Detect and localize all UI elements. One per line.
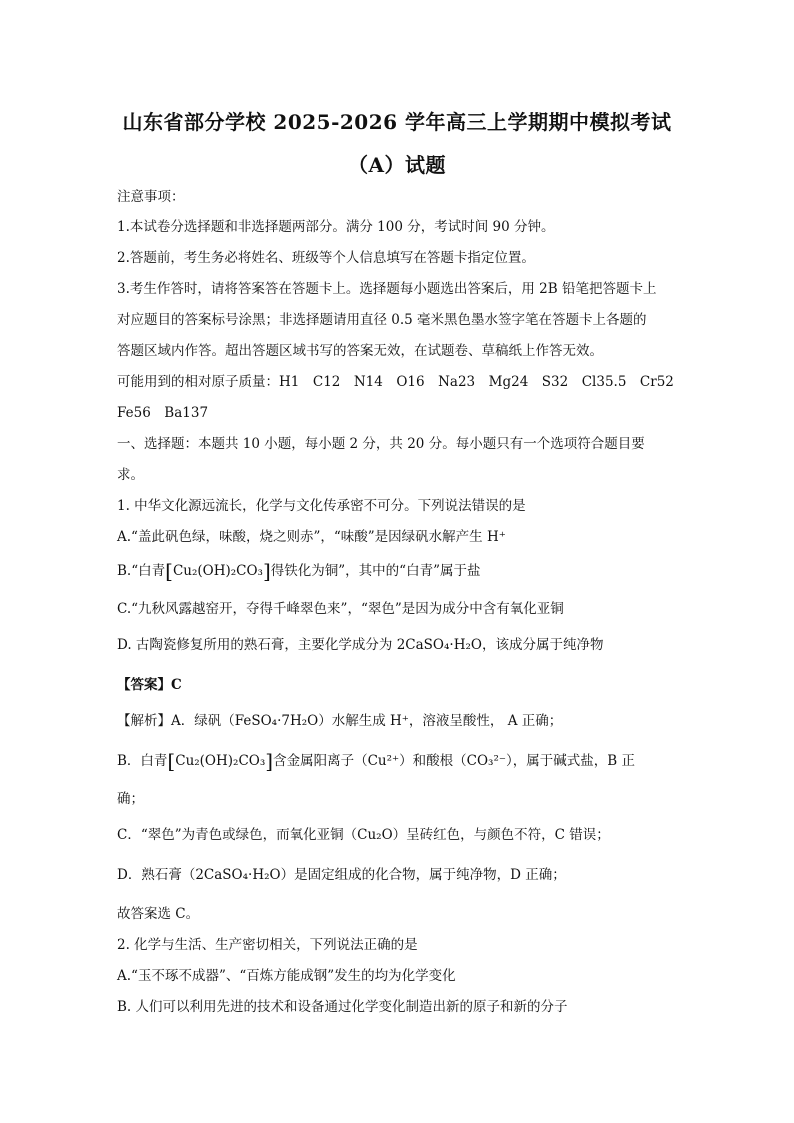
exam-title-line2: （A）试题 <box>347 153 447 177</box>
q1-option-a: A.“盖此矾色绿，味酸，烧之则赤”，“味酸”是因绿矾水解产生 H⁺ <box>117 529 506 545</box>
q2-option-a: A.“玉不琢不成器”、“百炼方能成钢”发生的均为化学变化 <box>117 968 456 984</box>
q1-analysis-c-prefix: C．“翠色”为青色或绿色，而氧化亚铜（ <box>117 827 358 843</box>
q1-option-b-prefix: B.“白青 <box>117 563 166 579</box>
q1-analysis-b-line2: 确； <box>117 791 144 807</box>
left-bracket: [ <box>167 749 176 773</box>
right-bracket: ] <box>262 559 271 583</box>
q1-analysis-d-prefix: D．熟石膏（ <box>117 867 196 883</box>
q1-analysis-b-mid2: ）和酸根（ <box>399 753 467 769</box>
section1-heading-line1: 一、选择题：本题共 10 小题，每小题 2 分，共 20 分。每小题只有一个选项符合题目要 <box>117 436 645 452</box>
atomic-masses-line1: 可能用到的相对原子质量：H1 C12 N14 O16 Na23 Mg24 S32 Cl35.5 Cr52 <box>117 374 674 390</box>
q1-option-d <box>117 636 697 654</box>
q1-analysis-a-prefix: 【解析】A．绿矾（ <box>117 713 235 729</box>
notice-item-3-line3: 答题区域内作答。超出答题区域书写的答案无效，在试题卷、草稿纸上作答无效。 <box>117 343 603 359</box>
q1-conclusion: 故答案选 C。 <box>117 906 200 922</box>
right-bracket: ] <box>265 749 274 773</box>
q1-analysis-d-suffix: ）是固定组成的化合物，属于纯净物，D 正确； <box>280 867 566 883</box>
q1-analysis-d-formula: 2CaSO₄·H₂O <box>195 867 281 883</box>
notice-item-1: 1.本试卷分选择题和非选择题两部分。满分 100 分，考试时间 90 分钟。 <box>117 219 555 235</box>
q1-analysis-b-prefix: B．白青 <box>117 753 168 769</box>
q1-option-d-formula: 2CaSO₄·H₂O <box>396 637 482 653</box>
left-bracket: [ <box>165 559 173 583</box>
q1-option-c: C.“九秋风露越窑开，夺得千峰翠色来”，“翠色”是因为成分中含有氧化亚铜 <box>117 601 564 617</box>
q2-stem: 2. 化学与生活、生产密切相关，下列说法正确的是 <box>117 937 418 953</box>
q1-analysis-b-ion2: CO₃²⁻ <box>466 753 506 769</box>
q1-analysis-c-formula: Cu₂O <box>357 827 393 843</box>
notice-item-3-line1: 3.考生作答时，请将答案答在答题卡上。选择题每小题选出答案后，用 2B 铅笔把答题卡上 <box>117 281 657 297</box>
q1-analysis-b-mid: 含金属阳离子（ <box>273 753 368 769</box>
q1-option-b-suffix: 得铁化为铜”，其中的“白青”属于盐 <box>270 563 481 579</box>
q1-analysis-c <box>117 826 697 844</box>
q2-option-b: B. 人们可以利用先进的技术和设备通过化学变化制造出新的原子和新的分子 <box>117 999 568 1015</box>
q1-analysis-c-suffix: ）呈砖红色，与颜色不符，C 错误； <box>392 827 610 843</box>
q1-analysis-a <box>117 712 697 730</box>
q1-analysis-a-formula: FeSO₄·7H₂O <box>234 713 319 729</box>
q1-option-d-prefix: D. 古陶瓷修复所用的熟石膏，主要化学成分为 <box>117 637 397 653</box>
notice-item-3-line2: 对应题目的答案标号涂黑；非选择题请用直径 0.5 毫米黑色墨水签字笔在答题卡上各题的 <box>117 312 647 328</box>
notice-heading: 注意事项： <box>117 189 185 205</box>
q1-analysis-b-ion1: Cu²⁺ <box>367 753 400 769</box>
q1-stem: 1. 中华文化源远流长，化学与文化传承密不可分。下列说法错误的是 <box>117 498 526 514</box>
q1-answer: 【答案】C <box>117 677 182 693</box>
atomic-masses-line2: Fe56 Ba137 <box>117 405 209 421</box>
q1-option-b-formula: Cu₂(OH)₂CO₃ <box>172 563 263 579</box>
section1-heading-line2: 求。 <box>117 467 144 483</box>
q1-analysis-b-suffix: ），属于碱式盐，B 正 <box>506 753 635 769</box>
q1-analysis-b-formula: Cu₂(OH)₂CO₃ <box>175 753 266 769</box>
exam-title-line1: 山东省部分学校 2025-2026 学年高三上学期期中模拟考试 <box>122 110 672 134</box>
q1-analysis-a-suffix: ）水解生成 H⁺，溶液呈酸性， A 正确； <box>318 713 563 729</box>
q1-option-b <box>117 559 697 583</box>
q1-analysis-d <box>117 866 697 884</box>
q1-analysis-b <box>117 749 697 773</box>
notice-item-2: 2.答题前，考生务必将姓名、班级等个人信息填写在答题卡指定位置。 <box>117 250 535 266</box>
q1-option-d-suffix: ，该成分属于纯净物 <box>481 637 604 653</box>
